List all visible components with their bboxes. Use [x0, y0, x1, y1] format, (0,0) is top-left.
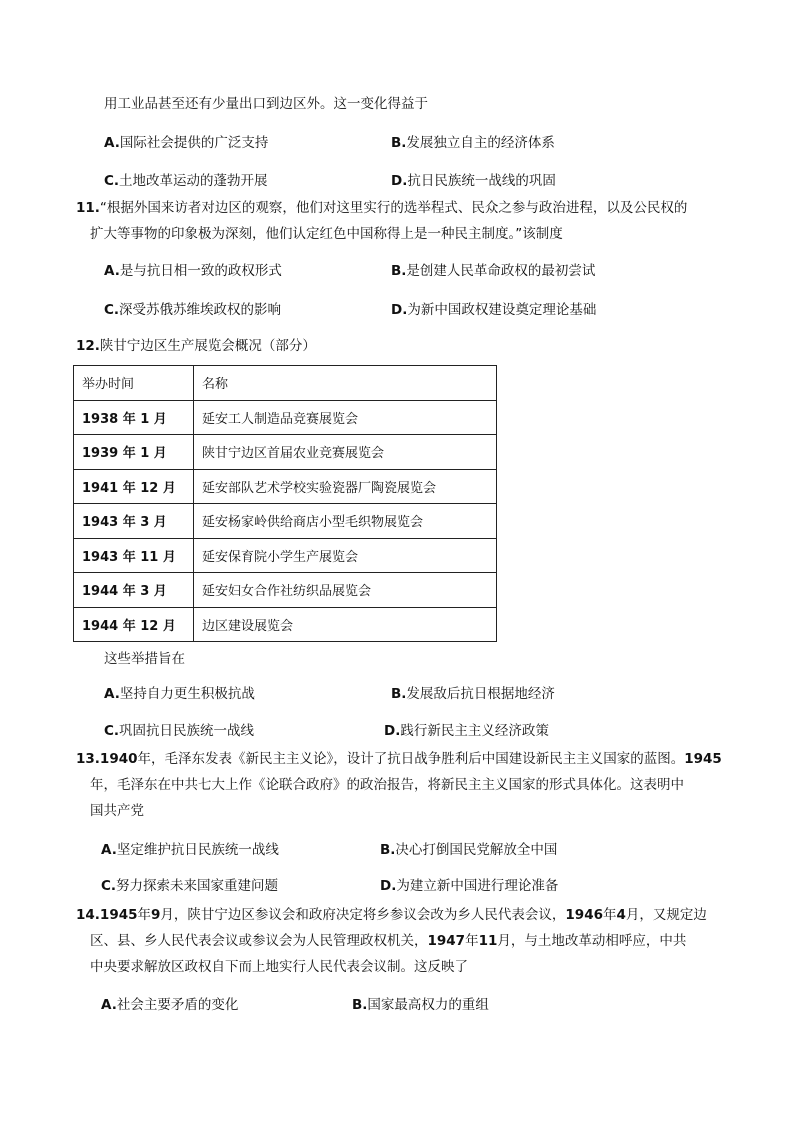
q10-option-d: D.抗日民族统一战线的巩固: [391, 173, 556, 189]
table-row: [74, 435, 497, 470]
table-cell-date: 1943 年 11 月: [74, 538, 194, 573]
q12-option-d: D.践行新民主主义经济政策: [384, 723, 549, 739]
table-cell-name: 延安杨家岭供给商店小型毛织物展览会: [194, 504, 497, 539]
table-cell-name: 陕甘宁边区首届农业竞赛展览会: [194, 435, 497, 470]
q11-option-b: B.是创建人民革命政权的最初尝试: [391, 263, 596, 279]
table-cell-date: 1938 年 1 月: [74, 400, 194, 435]
q14-stem-line3: 中央要求解放区政权自下而上地实行人民代表会议制。这反映了: [90, 959, 468, 975]
q10-stem: 用工业品甚至还有少量出口到边区外。这一变化得益于: [104, 96, 428, 112]
q12-title: 12.陕甘宁边区生产展览会概况（部分）: [76, 338, 316, 354]
table-cell-date: 1944 年 3 月: [74, 573, 194, 608]
table-row: [74, 400, 497, 435]
table-row: [74, 504, 497, 539]
q12-option-a: A.坚持自力更生积极抗战: [104, 686, 255, 702]
q13-option-c: C.努力探索未来国家重建问题: [101, 878, 279, 894]
q13-option-b: B.决心打倒国民党解放全中国: [380, 842, 558, 858]
table-cell-date: 1941 年 12 月: [74, 469, 194, 504]
q12-option-c: C.巩固抗日民族统一战线: [104, 723, 255, 739]
q14-option-b: B.国家最高权力的重组: [352, 997, 489, 1013]
q11-option-d: D.为新中国政权建设奠定理论基础: [391, 302, 597, 318]
q13-stem-line3: 国共产党: [90, 803, 144, 819]
table-cell-name: 延安部队艺术学校实验瓷器厂陶瓷展览会: [194, 469, 497, 504]
q12-stem: 这些举措旨在: [104, 651, 185, 667]
q14-stem-line2: 区、县、乡人民代表会议或参议会为人民管理政权机关，1947年11月，与土地改革动相呼应，中共: [90, 933, 687, 949]
table-cell-name: 延安妇女合作社纺织品展览会: [194, 573, 497, 608]
table-row: [74, 573, 497, 608]
q10-option-c: C.土地改革运动的蓬勃开展: [104, 173, 268, 189]
table-row: [74, 469, 497, 504]
table-cell-name: 延安工人制造品竞赛展览会: [194, 400, 497, 435]
table-cell-date: 1943 年 3 月: [74, 504, 194, 539]
q14-option-a: A.社会主要矛盾的变化: [101, 997, 239, 1013]
q10-option-a: A.国际社会提供的广泛支持: [104, 135, 269, 151]
table-header-row: [74, 366, 497, 401]
q11-option-a: A.是与抗日相一致的政权形式: [104, 263, 282, 279]
table-cell-date: 1944 年 12 月: [74, 607, 194, 642]
q11-stem-line2: 扩大等事物的印象极为深刻，他们认定红色中国称得上是一种民主制度。”该制度: [90, 226, 563, 242]
q12-option-b: B.发展敌后抗日根据地经济: [391, 686, 555, 702]
q13-option-a: A.坚定维护抗日民族统一战线: [101, 842, 279, 858]
q13-stem-line1: 13.1940年，毛泽东发表《新民主主义论》，设计了抗日战争胜利后中国建设新民主主义国家的蓝图。1945: [76, 751, 722, 767]
table-header-cell: 举办时间: [74, 366, 194, 401]
table-header-cell: 名称: [194, 366, 497, 401]
q13-stem-line2: 年，毛泽东在中共七大上作《论联合政府》的政治报告，将新民主主义国家的形式具体化。这表明中: [90, 777, 684, 793]
table-cell-date: 1939 年 1 月: [74, 435, 194, 470]
q11-stem-line1: 11.“根据外国来访者对边区的观察，他们对这里实行的选举程式、民众之参与政治进程，以及公民权的: [76, 200, 688, 216]
q11-option-c: C.深受苏俄苏维埃政权的影响: [104, 302, 282, 318]
q10-option-b: B.发展独立自主的经济体系: [391, 135, 555, 151]
table-row: [74, 538, 497, 573]
table-cell-name: 延安保育院小学生产展览会: [194, 538, 497, 573]
table-cell-name: 边区建设展览会: [194, 607, 497, 642]
q13-option-d: D.为建立新中国进行理论准备: [380, 878, 559, 894]
exhibition-table: [73, 365, 497, 642]
table-row: [74, 607, 497, 642]
q14-stem-line1: 14.1945年9月，陕甘宁边区参议会和政府决定将乡参议会改为乡人民代表会议，1946年4月，又规定边: [76, 907, 707, 923]
